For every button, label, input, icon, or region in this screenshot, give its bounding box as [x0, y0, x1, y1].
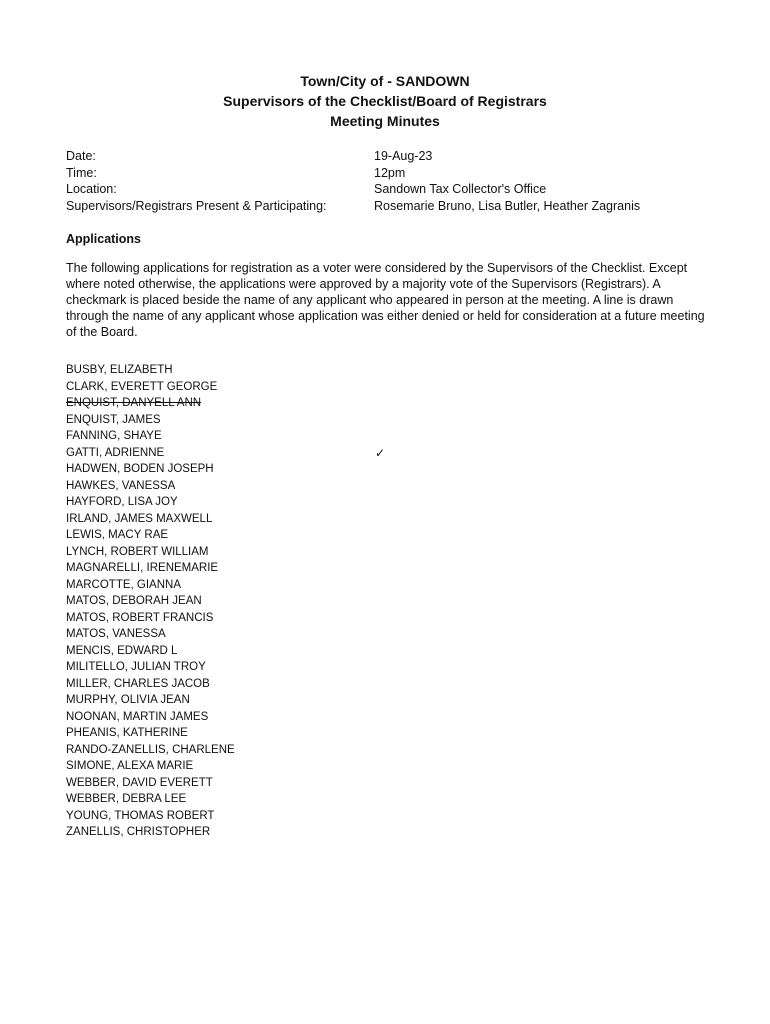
applicant-name: ENQUIST, JAMES [66, 413, 161, 426]
document-title: Meeting Minutes [330, 113, 440, 129]
applicant-name: ENQUIST, DANYELL ANN [66, 397, 202, 409]
applicant-name: SIMONE, ALEXA MARIE [66, 760, 194, 772]
date-value: 19-Aug-23 [374, 149, 433, 163]
applicant-name: CLARK, EVERETT GEORGE [66, 380, 218, 393]
document-header [0, 71, 770, 131]
applicant-name: MAGNARELLI, IRENEMARIE [66, 562, 219, 574]
applicant-name: LEWIS, MACY RAE [66, 529, 169, 541]
applicant-list [66, 362, 466, 841]
applicant-name: RANDO-ZANELLIS, CHARLENE [66, 743, 235, 756]
info-row-date [66, 148, 640, 165]
board-title: Supervisors of the Checklist/Board of Registrars [223, 93, 547, 109]
applicant-name: MILLER, CHARLES JACOB [66, 677, 210, 690]
applicant-name: YOUNG, THOMAS ROBERT [66, 809, 215, 822]
applicant-row [66, 362, 466, 379]
applicant-name: BUSBY, ELIZABETH [66, 364, 173, 376]
applicant-name: MATOS, DEBORAH JEAN [66, 595, 202, 607]
applicant-row [66, 676, 466, 693]
info-row-supervisors [66, 198, 640, 215]
applicant-name: MATOS, VANESSA [66, 628, 166, 640]
applicant-row [66, 428, 466, 445]
applicant-row [66, 593, 466, 610]
info-row-location [66, 181, 640, 198]
time-label: Time: [66, 165, 97, 180]
applicant-name: HAYFORD, LISA JOY [66, 496, 178, 508]
supervisors-label: Supervisors/Registrars Present & Participating: [66, 198, 327, 213]
applicant-row [66, 775, 466, 792]
location-label: Location: [66, 182, 117, 196]
applicant-name: MENCIS, EDWARD L [66, 644, 178, 657]
applicant-name: IRLAND, JAMES MAXWELL [66, 512, 213, 525]
supervisors-value: Rosemarie Bruno, Lisa Butler, Heather Zagranis [374, 198, 641, 213]
applicant-row [66, 379, 466, 396]
location-value: Sandown Tax Collector's Office [374, 182, 547, 196]
applicant-name: MURPHY, OLIVIA JEAN [66, 694, 190, 706]
applicant-row [66, 527, 466, 544]
applicant-name: ZANELLIS, CHRISTOPHER [66, 826, 211, 838]
applicant-row [66, 643, 466, 660]
applicant-name: HAWKES, VANESSA [66, 479, 176, 492]
applicant-name: MATOS, ROBERT FRANCIS [66, 611, 214, 624]
applicant-row [66, 478, 466, 495]
applicant-name: MARCOTTE, GIANNA [66, 578, 182, 591]
town-title: Town/City of - SANDOWN [300, 73, 470, 89]
applicant-row [66, 511, 466, 528]
applicant-row [66, 560, 466, 577]
applicant-row [66, 709, 466, 726]
applicant-row [66, 692, 466, 709]
applicant-name: NOONAN, MARTIN JAMES [66, 710, 209, 723]
applicant-name: WEBBER, DEBRA LEE [66, 793, 187, 805]
applicant-row [66, 445, 466, 462]
applicant-name: PHEANIS, KATHERINE [66, 727, 188, 739]
time-value: 12pm [374, 165, 406, 180]
applicant-name: FANNING, SHAYE [66, 430, 162, 442]
applicant-row [66, 610, 466, 627]
applicant-row [66, 494, 466, 511]
applicant-name: WEBBER, DAVID EVERETT [66, 776, 213, 789]
applicant-row [66, 742, 466, 759]
applicant-name: LYNCH, ROBERT WILLIAM [66, 545, 209, 558]
applicant-row [66, 544, 466, 561]
applicant-row [66, 626, 466, 643]
date-label: Date: [66, 149, 96, 163]
applicant-name: GATTI, ADRIENNE [66, 446, 165, 459]
applicant-row [66, 725, 466, 742]
info-row-time [66, 165, 640, 182]
applications-heading: Applications [66, 232, 142, 246]
applicant-row [66, 758, 466, 775]
applicant-name: MILITELLO, JULIAN TROY [66, 661, 206, 673]
applicant-row [66, 412, 466, 429]
applicant-row [66, 808, 466, 825]
meeting-info [66, 148, 640, 214]
checkmark-icon: ✓ [375, 445, 386, 460]
applications-description: The following applications for registration as a voter were considered by the Supervisors of the Checklist. Except where noted otherwise, the applications were approved by a majority vote of the Supervisors (Registrars). A checkmark is placed beside the name of any applicant who appeared in person at the meeting. A line is drawn through the name of any applicant whose application was either denied or held for consideration at a future meeting of the Board. [66, 261, 705, 339]
applicant-row [66, 577, 466, 594]
applicant-name: HADWEN, BODEN JOSEPH [66, 463, 214, 475]
applicant-row [66, 461, 466, 478]
applicant-row [66, 824, 466, 841]
applicant-row [66, 791, 466, 808]
applicant-row [66, 395, 466, 412]
applicant-row [66, 659, 466, 676]
